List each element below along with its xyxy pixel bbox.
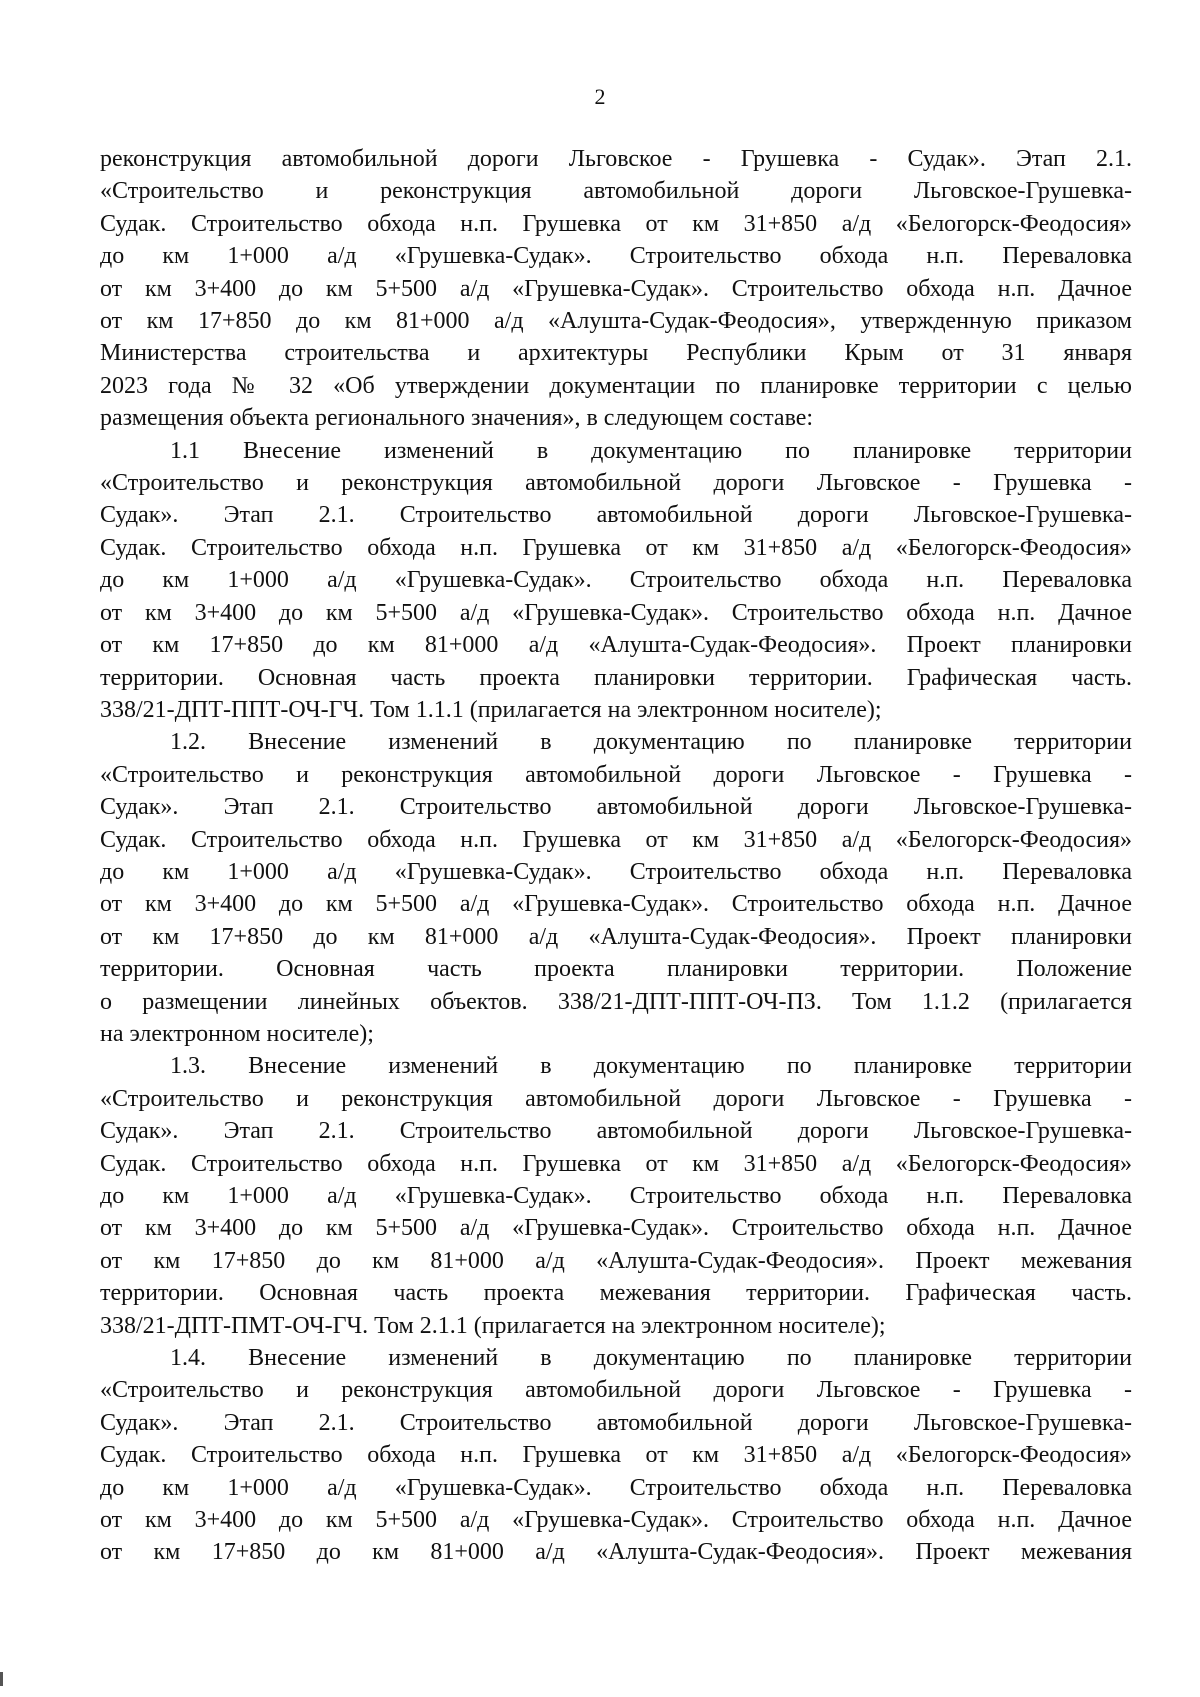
text-line: от км 3+400 до км 5+500 а/д «Грушевка-Судак». Строительство обхода н.п. Дачное	[100, 599, 1132, 626]
document-body	[100, 143, 1132, 1569]
text-line: «Строительство и реконструкция автомобильной дороги Льговское - Грушевка -	[100, 1377, 1132, 1404]
text-line: Судак. Строительство обхода н.п. Грушевка от км 31+850 а/д «Белогорск-Феодосия»	[100, 1442, 1132, 1469]
text-line: Министерства строительства и архитектуры Республики Крым от 31 января	[100, 340, 1132, 367]
text-line: территории. Основная часть проекта планировки территории. Положение	[100, 956, 1132, 983]
text-line: Судак». Этап 2.1. Строительство автомобильной дороги Льговское-Грушевка-	[100, 502, 1132, 529]
text-line: от км 3+400 до км 5+500 а/д «Грушевка-Судак». Строительство обхода н.п. Дачное	[100, 1507, 1132, 1534]
paragraph-item-1-2	[100, 726, 1132, 1050]
text-line: Судак. Строительство обхода н.п. Грушевка от км 31+850 а/д «Белогорск-Феодосия»	[100, 1150, 1132, 1177]
text-line: от км 17+850 до км 81+000 а/д «Алушта-Судак-Феодосия». Проект межевания	[100, 1247, 1132, 1274]
text-line: Судак. Строительство обхода н.п. Грушевка от км 31+850 а/д «Белогорск-Феодосия»	[100, 826, 1132, 853]
paragraph-item-1-4	[100, 1342, 1132, 1569]
text-line: от км 17+850 до км 81+000 а/д «Алушта-Судак-Феодосия», утвержденную приказом	[100, 308, 1132, 335]
text-line: 1.1 Внесение изменений в документацию по планировке территории	[170, 437, 1132, 464]
paragraph-intro	[100, 143, 1132, 435]
text-line: до км 1+000 а/д «Грушевка-Судак». Строительство обхода н.п. Переваловка	[100, 858, 1132, 885]
text-line: Судак». Этап 2.1. Строительство автомобильной дороги Льговское-Грушевка-	[100, 794, 1132, 821]
text-line: 1.4. Внесение изменений в документацию по планировке территории	[170, 1345, 1132, 1372]
page-number: 2	[594, 84, 606, 109]
text-line: 338/21-ДПТ-ППТ-ОЧ-ГЧ. Том 1.1.1 (прилагается на электронном носителе);	[100, 696, 882, 723]
text-line: Судак. Строительство обхода н.п. Грушевка от км 31+850 а/д «Белогорск-Феодосия»	[100, 210, 1132, 237]
text-line: до км 1+000 а/д «Грушевка-Судак». Строительство обхода н.п. Переваловка	[100, 1183, 1132, 1209]
text-line: 338/21-ДПТ-ПМТ-ОЧ-ГЧ. Том 2.1.1 (прилагается на электронном носителе);	[100, 1312, 886, 1339]
text-line: Судак». Этап 2.1. Строительство автомобильной дороги Льговское-Грушевка-	[100, 1118, 1132, 1145]
paragraph-item-1-1	[100, 435, 1132, 727]
paragraph-item-1-3	[100, 1050, 1132, 1342]
text-line: 2023 года № 32 «Об утверждении документации по планировке территории с целью	[100, 372, 1132, 399]
text-line: на электронном носителе);	[100, 1020, 374, 1047]
text-line: «Строительство и реконструкция автомобильной дороги Льговское - Грушевка -	[100, 1085, 1132, 1112]
text-line: от км 17+850 до км 81+000 а/д «Алушта-Судак-Феодосия». Проект планировки	[100, 632, 1132, 659]
text-line: от км 17+850 до км 81+000 а/д «Алушта-Судак-Феодосия». Проект межевания	[100, 1539, 1132, 1566]
text-line: территории. Основная часть проекта межевания территории. Графическая часть.	[100, 1280, 1132, 1307]
text-line: «Строительство и реконструкция автомобильной дороги Льговское-Грушевка-	[100, 178, 1132, 205]
text-line: Судак. Строительство обхода н.п. Грушевка от км 31+850 а/д «Белогорск-Феодосия»	[100, 534, 1132, 561]
text-line: от км 3+400 до км 5+500 а/д «Грушевка-Судак». Строительство обхода н.п. Дачное	[100, 891, 1132, 918]
text-line: территории. Основная часть проекта планировки территории. Графическая часть.	[100, 664, 1132, 691]
text-line: от км 3+400 до км 5+500 а/д «Грушевка-Судак». Строительство обхода н.п. Дачное	[100, 275, 1132, 302]
text-line: до км 1+000 а/д «Грушевка-Судак». Строительство обхода н.п. Переваловка	[100, 243, 1132, 270]
text-line: «Строительство и реконструкция автомобильной дороги Льговское - Грушевка -	[100, 470, 1132, 497]
text-line: 1.2. Внесение изменений в документацию по планировке территории	[170, 729, 1132, 756]
text-line: размещения объекта регионального значения», в следующем составе:	[100, 405, 814, 432]
text-line: от км 3+400 до км 5+500 а/д «Грушевка-Судак». Строительство обхода н.п. Дачное	[100, 1215, 1132, 1242]
text-line: от км 17+850 до км 81+000 а/д «Алушта-Судак-Феодосия». Проект планировки	[100, 923, 1132, 950]
text-line: до км 1+000 а/д «Грушевка-Судак». Строительство обхода н.п. Переваловка	[100, 1474, 1132, 1501]
text-line: до км 1+000 а/д «Грушевка-Судак». Строительство обхода н.п. Переваловка	[100, 567, 1132, 594]
text-line: Судак». Этап 2.1. Строительство автомобильной дороги Льговское-Грушевка-	[100, 1409, 1132, 1436]
text-line: о размещении линейных объектов. 338/21-ДПТ-ППТ-ОЧ-ПЗ. Том 1.1.2 (прилагается	[100, 988, 1132, 1015]
text-line: реконструкция автомобильной дороги Льговское - Грушевка - Судак». Этап 2.1.	[100, 146, 1132, 172]
scan-edge-mark	[0, 1672, 3, 1686]
text-line: «Строительство и реконструкция автомобильной дороги Льговское - Грушевка -	[100, 761, 1132, 788]
text-line: 1.3. Внесение изменений в документацию по планировке территории	[170, 1053, 1132, 1080]
